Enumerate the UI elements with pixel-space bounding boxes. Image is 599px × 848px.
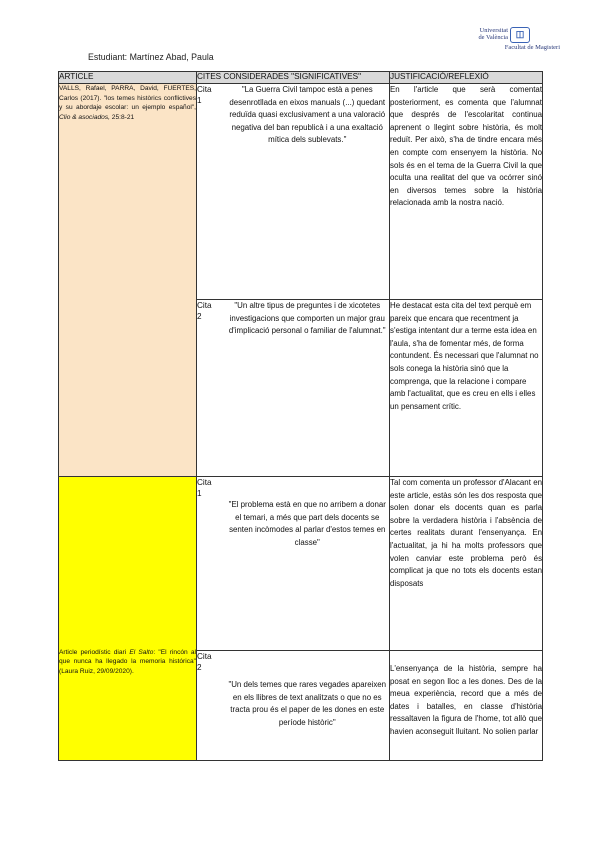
header-cites: CITES CONSIDERADES "SIGNIFICATIVES" [197, 72, 390, 84]
header-justification: JUSTIFICACIÓ/REFLEXIÓ [390, 72, 543, 84]
cite-label [197, 84, 226, 300]
cite-label [197, 300, 226, 477]
cite-label [197, 651, 226, 761]
university-name-line1: Universitat [479, 27, 508, 34]
student-name: Estudiant: Martínez Abad, Paula [88, 52, 214, 62]
table-header-row [59, 72, 543, 84]
faculty-name: Facultat de Magisteri [504, 44, 560, 51]
article-reference-1 [59, 84, 197, 477]
table-row [59, 84, 543, 300]
cite-label-text: Cita [197, 301, 212, 310]
analysis-table [58, 71, 543, 761]
university-name-line2: de València [478, 34, 508, 41]
university-logo [470, 27, 560, 55]
cite-number: 1 [197, 96, 202, 105]
article-reference-text: Article periodístic diari [59, 648, 130, 656]
cite-number: 2 [197, 312, 202, 321]
article-reference-details: : "El rincón al que nunca ha llegado la memoria histórica" (Laura Ruiz, 29/09/2020). [59, 648, 197, 675]
article-reference-newspaper: El Salto [129, 648, 154, 656]
cite-quote: "La Guerra Civil tampoc està a penes desenrotllada en eixos manuals (...) quedant reduïda quasi exclusivament a una valoració negativa del ban republicà i a una exaltació mítica dels sublevats." [226, 84, 390, 300]
cite-justification: En l'article que serà comentat posteriorment, es comenta que l'alumnat que després de l'escolaritat continua aprenent o llegint sobre història, és molt reduït. Per això, s'ha de tindre encara més en compte com ensenyem la història. No sols és en el tema de la Guerra Civil la que oculta una realitat del que va ocórrer sinó en diversos temes sobre la història relacionada amb la nostra nació. [390, 84, 543, 300]
cite-justification: L'ensenyança de la història, sempre ha posat en segon lloc a les dones. Des de la meua experiència, record que a més de dates i batalles, en classe d'història ressaltaven la figura de l'home, tot allò que havien aconseguit lluitant. No solien parlar [390, 651, 543, 761]
cite-label-text: Cita [197, 652, 212, 661]
table-row [59, 477, 543, 651]
university-emblem-icon: ◫ [510, 27, 530, 43]
cite-justification: Tal com comenta un professor d'Alacant en este article, estàs són les dos resposta que solen donar els docents quan es parla sobre la verdadera història i l'absència de certes realitats durant l'ensenyança. En l'actualitat, ja hi ha molts professors que volen canviar este problema però és complicat ja que no tots els docents estan disposats [390, 477, 543, 651]
article-reference-2 [59, 477, 197, 761]
cite-number: 2 [197, 663, 202, 672]
header-article: ARTICLE [59, 72, 197, 84]
cite-quote: "Un altre tipus de preguntes i de xicotetes investigacions que comporten un major grau d'implicació personal o familiar de l'alumnat." [226, 300, 390, 477]
article-reference-pages: 25:8-21 [109, 113, 135, 121]
cite-label [197, 477, 226, 651]
article-reference-journal: Clio & asociados, [59, 113, 110, 121]
university-name [470, 27, 508, 41]
article-reference-text: VALLS, Rafael, PARRA, David, FUERTES, Carlos (2017). "los temes històrics conflictives y su abordaje escolar: un ejemplo español", [59, 85, 196, 111]
cite-quote: "Un dels temes que rares vegades apareixen en els llibres de text analitzats o que no es tracta prou és el paper de les dones en este període històric" [226, 651, 390, 761]
cite-justification: He destacat esta cita del text perquè em pareix que encara que recentment ja s'estiga intentant dur a terme esta idea en l'aula, s'ha de fomentar més, de forma contundent. És necessari que l'alumnat no sols conega la història sinó que la comprenga, que la relacione i compare amb l'actualitat, que es creu en ells i elles un pensament crític. [390, 300, 543, 477]
cite-number: 1 [197, 489, 202, 498]
cite-quote: "El problema està en que no arribem a donar el temari, a més que part dels docents se senten incòmodes al parlar d'estos temes en classe" [226, 477, 390, 651]
cite-label-text: Cita [197, 478, 212, 487]
cite-label-text: Cita [197, 85, 212, 94]
